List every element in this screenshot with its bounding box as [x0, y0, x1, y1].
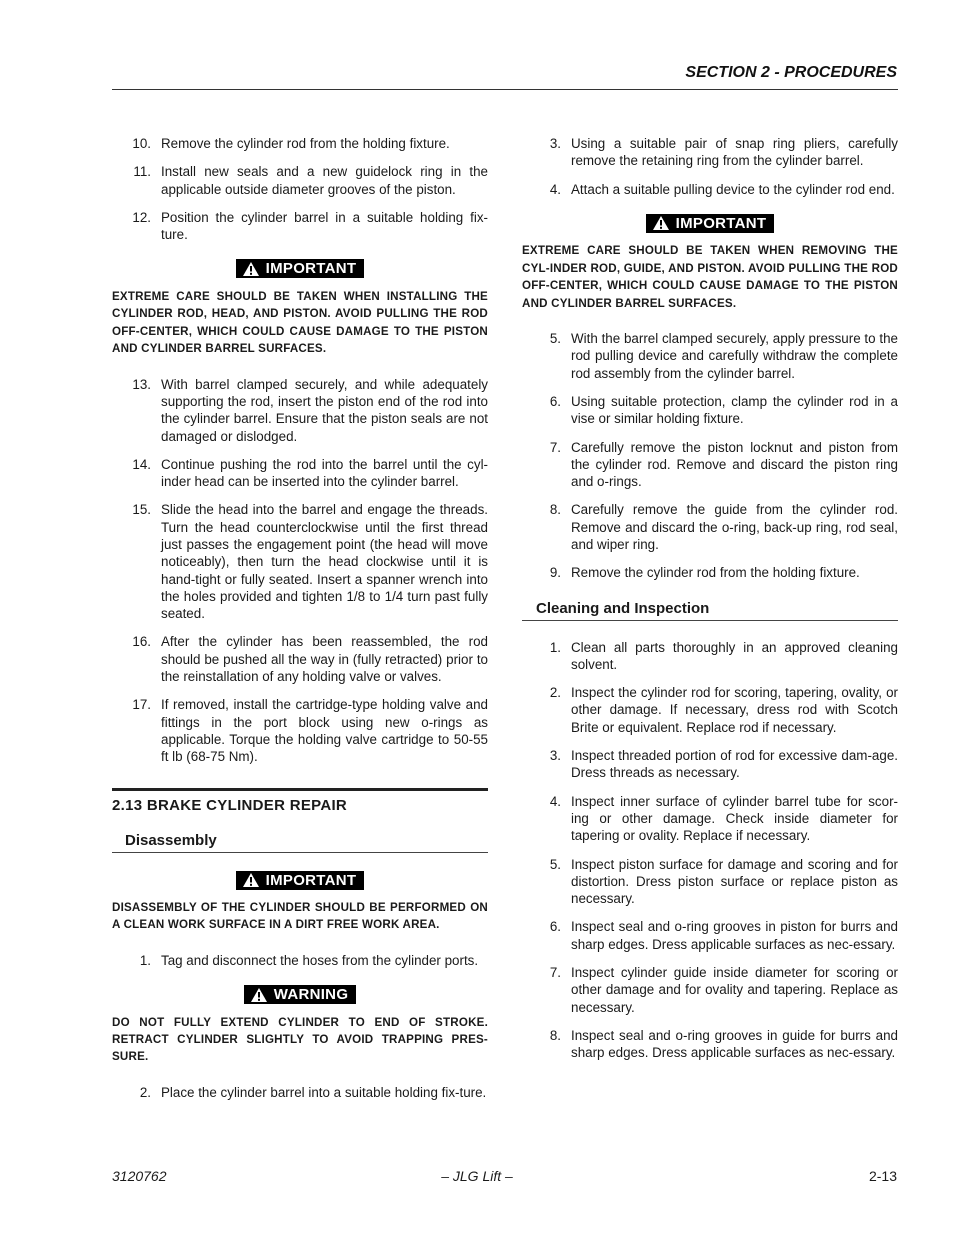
list-item	[522, 856, 898, 908]
step-text: Tag and disconnect the hoses from the cylinder ports.	[161, 952, 479, 968]
list-item	[112, 376, 488, 445]
subsection-heading: Cleaning and Inspection	[522, 600, 898, 621]
step-text: Clean all parts thoroughly in an approved cleaning solvent.	[571, 639, 898, 672]
list-item	[522, 501, 898, 553]
list-item	[522, 393, 898, 428]
list-item	[112, 501, 488, 622]
important-notice	[522, 214, 898, 237]
step-number: 5.	[549, 331, 561, 347]
step-text: Inspect cylinder guide inside diameter for scoring or other damage and for ovality and tapering. Replace as necessary.	[571, 965, 898, 1015]
important-badge	[236, 871, 365, 890]
important-badge	[236, 259, 365, 278]
important-label: IMPORTANT	[265, 260, 357, 278]
list-item	[522, 639, 898, 674]
step-text: With barrel clamped securely, and while adequately supporting the rod, insert the piston end of the rod into the cylinder barrel. Ensure that the piston seals are not damaged or dislodged.	[161, 376, 488, 444]
step-text: Inspect seal and o-ring grooves in piston for burrs and sharp edges. Dress applicable surfaces as nec-essary.	[571, 919, 898, 952]
step-text: Remove the cylinder rod from the holding fixture.	[571, 565, 860, 581]
step-text: Inspect inner surface of cylinder barrel tube for scor-ing or other damage. Check inside diameter for tapering or ovality. Replace if necessary.	[571, 793, 898, 844]
list-item	[522, 1027, 898, 1062]
list-item	[522, 684, 898, 736]
step-number: 6.	[549, 393, 561, 409]
step-text: Inspect seal and o-ring grooves in guide for burrs and sharp edges. Dress applicable surfaces as nec-essary.	[571, 1027, 898, 1061]
warning-badge	[244, 985, 357, 1004]
step-text: Continue pushing the rod into the barrel until the cyl-inder head can be inserted into the cylinder barrel.	[161, 456, 488, 490]
step-number: 2.	[139, 1084, 151, 1100]
step-number: 15.	[132, 502, 151, 518]
important-notice	[112, 871, 488, 894]
step-text: After the cylinder has been reassembled, the rod should be pushed all the way in (fully retracted) prior to the reinstallation of any holding valve or valves.	[161, 634, 488, 685]
list-item	[112, 952, 488, 969]
step-text: Carefully remove the guide from the cylinder rod. Remove and discard the o-ring, back-up ring, rod seal, and wiper ring.	[571, 502, 898, 552]
step-number: 1.	[139, 952, 151, 968]
step-number: 11.	[133, 164, 151, 180]
list-item	[112, 696, 488, 765]
list-item	[112, 633, 488, 685]
list-item	[112, 1084, 488, 1101]
warning-triangle-icon	[250, 987, 268, 1003]
step-text: Place the cylinder barrel into a suitable holding fix-ture.	[161, 1084, 487, 1100]
warning-label: WARNING	[273, 986, 349, 1004]
list-item	[522, 918, 898, 953]
step-number: 10.	[132, 136, 151, 151]
warning-notice	[112, 985, 488, 1008]
step-number: 13.	[132, 376, 151, 392]
important-text: EXTREME CARE SHOULD BE TAKEN WHEN REMOVING THE CYL-INDER ROD, GUIDE, AND PISTON. AVOID PULLING THE ROD OFF-CENTER, WHICH COULD CAUSE DAMAGE TO THE PISTON AND CYLINDER BARREL SURFACES.	[522, 244, 898, 310]
step-text: Inspect threaded portion of rod for excessive dam-age. Dress threads as necessary.	[571, 748, 898, 781]
step-text: Remove the cylinder rod from the holding fixture.	[161, 136, 450, 151]
step-number: 12.	[132, 209, 151, 225]
step-number: 5.	[549, 856, 561, 872]
step-text: Install new seals and a new guidelock ring in the applicable outside diameter grooves of the piston.	[161, 164, 488, 197]
list-item	[522, 181, 898, 198]
step-text: Carefully remove the piston locknut and piston from the cylinder rod. Remove and discard the piston ring and o-rings.	[571, 439, 898, 490]
list-item	[112, 209, 488, 244]
step-text: If removed, install the cartridge-type holding valve and fittings in the port block using new o-rings as applicable. Torque the holding valve cartridge to 50-55 ft lb (68-75 Nm).	[161, 697, 488, 765]
steps-list	[522, 330, 898, 582]
subsection-heading: Disassembly	[112, 832, 488, 853]
warning-triangle-icon	[652, 215, 670, 231]
list-item	[522, 135, 898, 170]
list-item	[522, 793, 898, 845]
important-notice	[112, 259, 488, 282]
step-number: 7.	[549, 439, 561, 455]
list-item	[522, 439, 898, 491]
list-item	[112, 135, 488, 152]
step-text: With the barrel clamped securely, apply pressure to the rod pulling device and carefully withdraw the complete rod assembly from the cylinder barrel.	[571, 331, 898, 381]
header-rule	[112, 89, 898, 90]
steps-list	[522, 639, 898, 1062]
warning-triangle-icon	[242, 872, 260, 888]
list-item	[522, 564, 898, 581]
list-item	[522, 747, 898, 782]
page-number: 2-13	[868, 1168, 897, 1184]
step-number: 7.	[549, 965, 561, 981]
steps-list	[522, 135, 898, 198]
step-number: 4.	[549, 793, 561, 809]
steps-list	[112, 952, 488, 969]
list-item	[112, 456, 488, 491]
step-text: Inspect piston surface for damage and scoring and for distortion. Dress piston surface or replace piston as necessary.	[571, 856, 898, 907]
step-number: 16.	[132, 634, 151, 650]
important-badge	[646, 214, 775, 233]
steps-list	[112, 376, 488, 766]
step-number: 1.	[549, 639, 561, 655]
step-number: 6.	[549, 919, 561, 935]
step-number: 4.	[549, 181, 561, 197]
footer-brand: – JLG Lift –	[441, 1168, 513, 1184]
step-text: Attach a suitable pulling device to the cylinder rod end.	[571, 181, 895, 197]
warning-triangle-icon	[242, 261, 260, 277]
left-column	[112, 135, 488, 1112]
step-text: Using suitable protection, clamp the cylinder rod in a vise or similar holding fixture.	[571, 393, 898, 427]
list-item	[112, 163, 488, 198]
step-text: Inspect the cylinder rod for scoring, tapering, ovality, or other damage. If necessary, dress rod with Scotch Brite or equivalent. Replace rod if necessary.	[571, 685, 898, 735]
step-text: Position the cylinder barrel in a suitable holding fix-ture.	[161, 209, 488, 243]
step-number: 14.	[132, 456, 151, 472]
important-text: DISASSEMBLY OF THE CYLINDER SHOULD BE PERFORMED ON A CLEAN WORK SURFACE IN A DIRT FREE WORK AREA.	[112, 901, 488, 932]
step-number: 2.	[549, 685, 561, 701]
section-heading: 2.13 BRAKE CYLINDER REPAIR	[112, 788, 488, 814]
document-number: 3120762	[112, 1168, 167, 1184]
step-number: 8.	[549, 1027, 561, 1043]
section-title: SECTION 2 - PROCEDURES	[685, 64, 897, 81]
right-column	[522, 135, 898, 1073]
list-item	[522, 964, 898, 1016]
step-number: 8.	[549, 502, 561, 518]
list-item	[522, 330, 898, 382]
warning-text: DO NOT FULLY EXTEND CYLINDER TO END OF STROKE. RETRACT CYLINDER SLIGHTLY TO AVOID TRAPPING PRES-SURE.	[112, 1015, 488, 1064]
step-number: 3.	[549, 136, 561, 151]
important-text: EXTREME CARE SHOULD BE TAKEN WHEN INSTALLING THE CYLINDER ROD, HEAD, AND PISTON. AVOID PULLING THE ROD OFF-CENTER, WHICH COULD CAUSE DAMAGE TO THE PISTON AND CYLINDER BARREL SURFACES.	[112, 289, 488, 356]
step-number: 3.	[549, 748, 561, 764]
steps-list	[112, 135, 488, 243]
step-text: Slide the head into the barrel and engage the threads. Turn the head counterclockwise until the first thread just passes the engagement point (the head will move noticeably), then turn the head clockwise until it is hand-tight or fully seated. Insert a spanner wrench into the holes provided and tighten 1/8 to 1/4 turn past fully seated.	[161, 502, 488, 622]
important-label: IMPORTANT	[675, 214, 767, 232]
step-number: 9.	[549, 565, 561, 581]
step-number: 17.	[132, 697, 151, 713]
important-label: IMPORTANT	[265, 871, 357, 889]
steps-list	[112, 1084, 488, 1101]
step-text: Using a suitable pair of snap ring pliers, carefully remove the retaining ring from the cylinder barrel.	[571, 136, 898, 169]
